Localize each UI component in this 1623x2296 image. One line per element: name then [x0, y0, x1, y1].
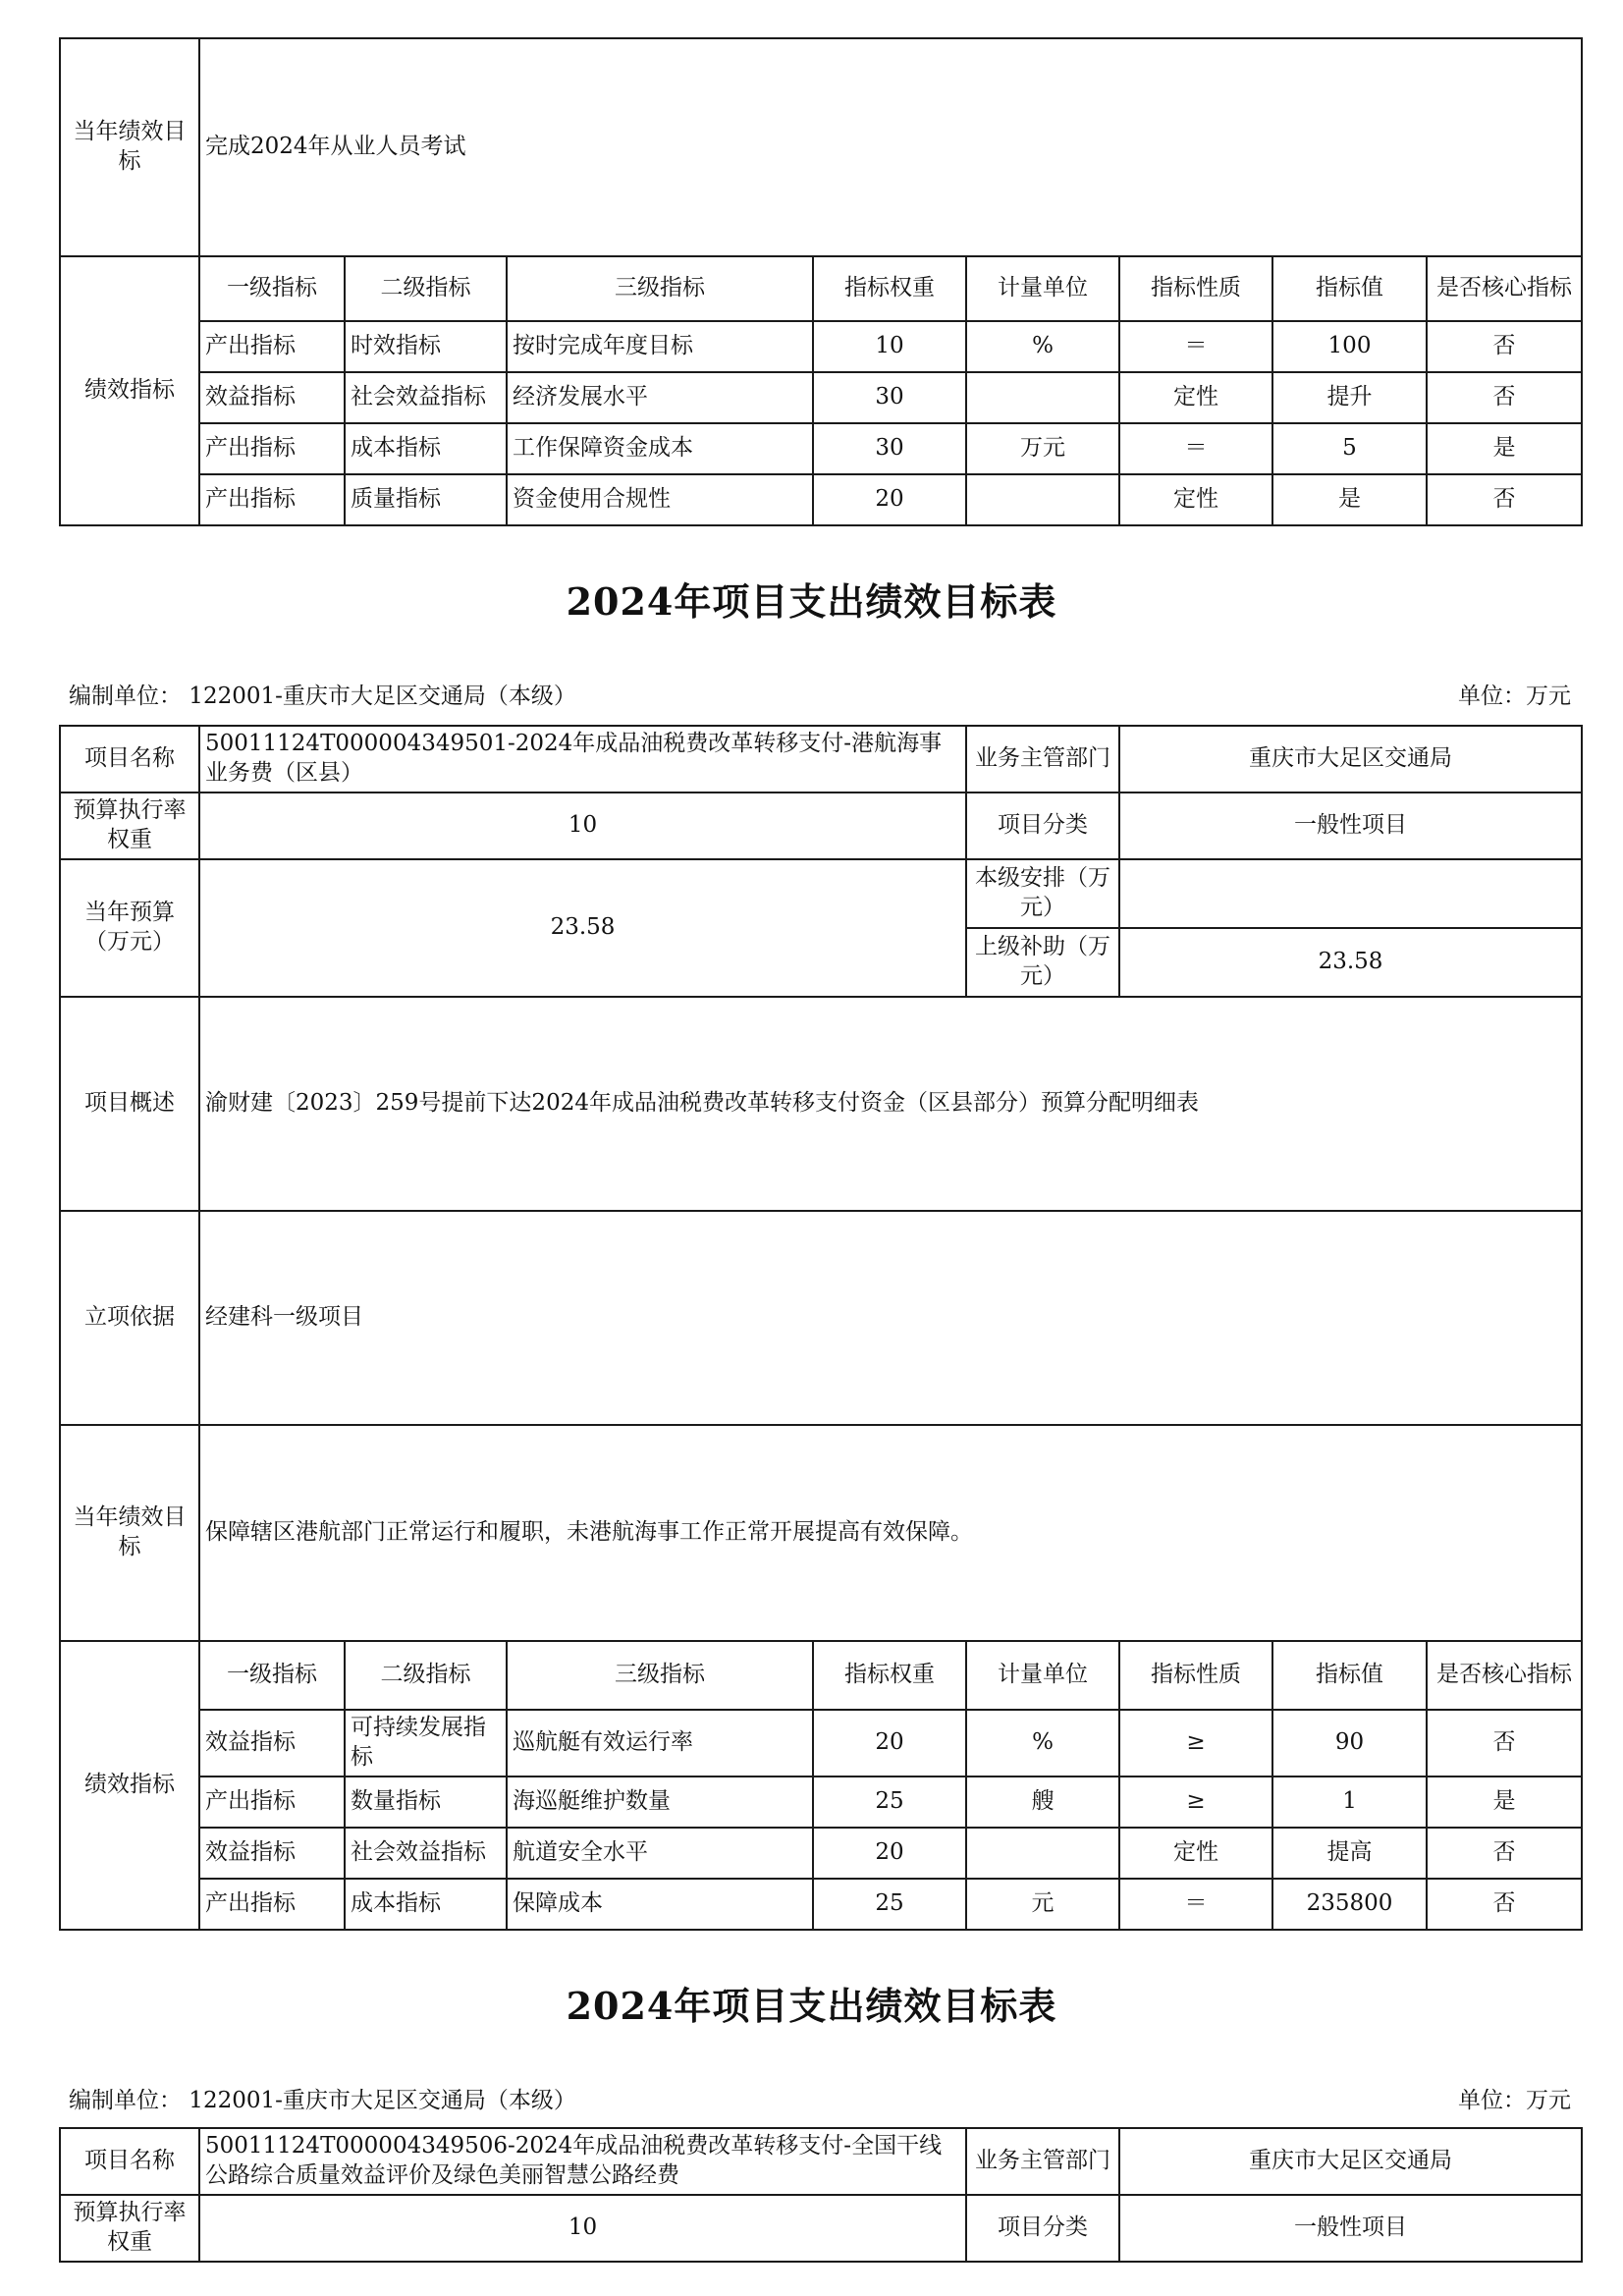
col-header: 指标值 — [1272, 256, 1427, 321]
overview-text: 渝财建〔2023〕259号提前下达2024年成品油税费改革转移支付资金（区县部分）预算分配明细表 — [199, 997, 1582, 1211]
col-header: 指标值 — [1272, 1641, 1427, 1710]
basis-text: 经建科一级项目 — [199, 1211, 1582, 1425]
table-cell: 社会效益指标 — [345, 372, 507, 423]
currency-unit: 单位：万元 — [1458, 683, 1571, 709]
table-cell: 20 — [813, 1828, 966, 1879]
col-header: 三级指标 — [507, 256, 813, 321]
table-cell: ≥ — [1119, 1710, 1272, 1777]
col-header: 三级指标 — [507, 1641, 813, 1710]
table-row — [60, 321, 1582, 372]
col-header: 一级指标 — [199, 256, 345, 321]
col-header: 计量单位 — [966, 1641, 1119, 1710]
table-cell: 资金使用合规性 — [507, 474, 813, 525]
table-row — [60, 1777, 1582, 1828]
annual-budget-label: 当年预算（万元） — [60, 859, 199, 997]
table-cell: 90 — [1272, 1710, 1427, 1777]
table-cell — [966, 474, 1119, 525]
table-cell: 10 — [813, 321, 966, 372]
table-cell: 产出指标 — [199, 1777, 345, 1828]
annual-goal-label: 当年绩效目标 — [60, 1425, 199, 1641]
table-cell: 定性 — [1119, 474, 1272, 525]
table-cell: 20 — [813, 474, 966, 525]
table-cell: 效益指标 — [199, 1828, 345, 1879]
table-cell: 提升 — [1272, 372, 1427, 423]
col-header: 二级指标 — [345, 256, 507, 321]
table-cell: 航道安全水平 — [507, 1828, 813, 1879]
local-arrange-label: 本级安排（万元） — [966, 859, 1119, 928]
table-cell: 数量指标 — [345, 1777, 507, 1828]
table-cell: 否 — [1427, 372, 1582, 423]
table-cell: 元 — [966, 1879, 1119, 1930]
page-title: 2024年项目支出绩效目标表 — [566, 1984, 1057, 2028]
col-header: 指标性质 — [1119, 256, 1272, 321]
table-cell: 成本指标 — [345, 1879, 507, 1930]
dept-label: 业务主管部门 — [966, 2128, 1119, 2195]
col-header: 指标权重 — [813, 256, 966, 321]
table-cell: 定性 — [1119, 1828, 1272, 1879]
col-header: 指标权重 — [813, 1641, 966, 1710]
table-cell: 否 — [1427, 1710, 1582, 1777]
col-header: 计量单位 — [966, 256, 1119, 321]
project-name-value: 50011124T000004349506-2024年成品油税费改革转移支付-全国干线公路综合质量效益评价及绿色美丽智慧公路经费 — [199, 2128, 966, 2195]
table-cell: ≥ — [1119, 1777, 1272, 1828]
exec-rate-weight-value: 10 — [199, 793, 966, 859]
table-cell: 效益指标 — [199, 1710, 345, 1777]
table-cell: 按时完成年度目标 — [507, 321, 813, 372]
table-cell: 质量指标 — [345, 474, 507, 525]
table-cell: 巡航艇有效运行率 — [507, 1710, 813, 1777]
table-cell: 艘 — [966, 1777, 1119, 1828]
dept-label: 业务主管部门 — [966, 726, 1119, 793]
exec-rate-weight-label: 预算执行率权重 — [60, 793, 199, 859]
table-cell: 30 — [813, 372, 966, 423]
col-header: 二级指标 — [345, 1641, 507, 1710]
col-header: 是否核心指标 — [1427, 256, 1582, 321]
page-title: 2024年项目支出绩效目标表 — [566, 579, 1057, 624]
table-cell: 20 — [813, 1710, 966, 1777]
table-row — [60, 474, 1582, 525]
annual-goal-text: 保障辖区港航部门正常运行和履职，未港航海事工作正常开展提高有效保障。 — [199, 1425, 1582, 1641]
table-cell: 否 — [1427, 474, 1582, 525]
table-cell — [966, 372, 1119, 423]
table-cell — [966, 1828, 1119, 1879]
col-header: 一级指标 — [199, 1641, 345, 1710]
exec-rate-weight-value: 10 — [199, 2195, 966, 2262]
project-category-value: 一般性项目 — [1119, 793, 1582, 859]
annual-goal-label: 当年绩效目标 — [60, 38, 199, 256]
table-cell: 定性 — [1119, 372, 1272, 423]
project-category-label: 项目分类 — [966, 2195, 1119, 2262]
table-cell: 25 — [813, 1879, 966, 1930]
table-cell: ＝ — [1119, 321, 1272, 372]
currency-unit: 单位：万元 — [1458, 2088, 1571, 2113]
table-cell: % — [966, 1710, 1119, 1777]
project-name-value: 50011124T000004349501-2024年成品油税费改革转移支付-港航海事业务费（区县） — [199, 726, 966, 793]
table-cell: 工作保障资金成本 — [507, 423, 813, 474]
table-cell: ＝ — [1119, 423, 1272, 474]
perf-target-table — [59, 2127, 1583, 2263]
superior-subsidy-value: 23.58 — [1119, 928, 1582, 997]
table-cell: 1 — [1272, 1777, 1427, 1828]
compiling-unit: 编制单位： 122001-重庆市大足区交通局（本级） — [69, 683, 576, 709]
table-cell: 30 — [813, 423, 966, 474]
table-cell: 否 — [1427, 1828, 1582, 1879]
form-meta — [69, 678, 1571, 710]
local-arrange-value — [1119, 859, 1582, 928]
overview-label: 项目概述 — [60, 997, 199, 1211]
dept-value: 重庆市大足区交通局 — [1119, 726, 1582, 793]
table-cell: 100 — [1272, 321, 1427, 372]
table-row — [60, 423, 1582, 474]
project-category-value: 一般性项目 — [1119, 2195, 1582, 2262]
project-name-label: 项目名称 — [60, 726, 199, 793]
annual-goal-text: 完成2024年从业人员考试 — [199, 38, 1582, 256]
table-cell: 可持续发展指标 — [345, 1710, 507, 1777]
superior-subsidy-label: 上级补助（万元） — [966, 928, 1119, 997]
table-cell: % — [966, 321, 1119, 372]
perf-indicators-label: 绩效指标 — [60, 1641, 199, 1930]
table-cell: 经济发展水平 — [507, 372, 813, 423]
table-cell: 否 — [1427, 1879, 1582, 1930]
table-cell: 是 — [1272, 474, 1427, 525]
table-cell: 社会效益指标 — [345, 1828, 507, 1879]
table-cell: 成本指标 — [345, 423, 507, 474]
dept-value: 重庆市大足区交通局 — [1119, 2128, 1582, 2195]
exec-rate-weight-label: 预算执行率权重 — [60, 2195, 199, 2262]
project-name-label: 项目名称 — [60, 2128, 199, 2195]
table-cell: 时效指标 — [345, 321, 507, 372]
table-cell: 产出指标 — [199, 423, 345, 474]
form-meta — [69, 2082, 1571, 2114]
perf-target-table — [59, 725, 1583, 1931]
table-row — [60, 1828, 1582, 1879]
table-cell: 产出指标 — [199, 474, 345, 525]
table-cell: 是 — [1427, 1777, 1582, 1828]
table-cell: 产出指标 — [199, 321, 345, 372]
table-cell: 产出指标 — [199, 1879, 345, 1930]
compiling-unit: 编制单位： 122001-重庆市大足区交通局（本级） — [69, 2088, 576, 2113]
table-row — [60, 372, 1582, 423]
table-cell: 提高 — [1272, 1828, 1427, 1879]
table-cell: 235800 — [1272, 1879, 1427, 1930]
table-row — [60, 1879, 1582, 1930]
basis-label: 立项依据 — [60, 1211, 199, 1425]
table-cell: 5 — [1272, 423, 1427, 474]
table-cell: 万元 — [966, 423, 1119, 474]
table-row — [60, 1710, 1582, 1777]
table-cell: 效益指标 — [199, 372, 345, 423]
perf-table-continued — [59, 37, 1583, 526]
col-header: 指标性质 — [1119, 1641, 1272, 1710]
project-category-label: 项目分类 — [966, 793, 1119, 859]
table-cell: ＝ — [1119, 1879, 1272, 1930]
table-cell: 25 — [813, 1777, 966, 1828]
perf-indicators-label: 绩效指标 — [60, 256, 199, 525]
table-cell: 是 — [1427, 423, 1582, 474]
table-cell: 否 — [1427, 321, 1582, 372]
annual-budget-value: 23.58 — [199, 859, 966, 997]
table-cell: 海巡艇维护数量 — [507, 1777, 813, 1828]
col-header: 是否核心指标 — [1427, 1641, 1582, 1710]
table-cell: 保障成本 — [507, 1879, 813, 1930]
